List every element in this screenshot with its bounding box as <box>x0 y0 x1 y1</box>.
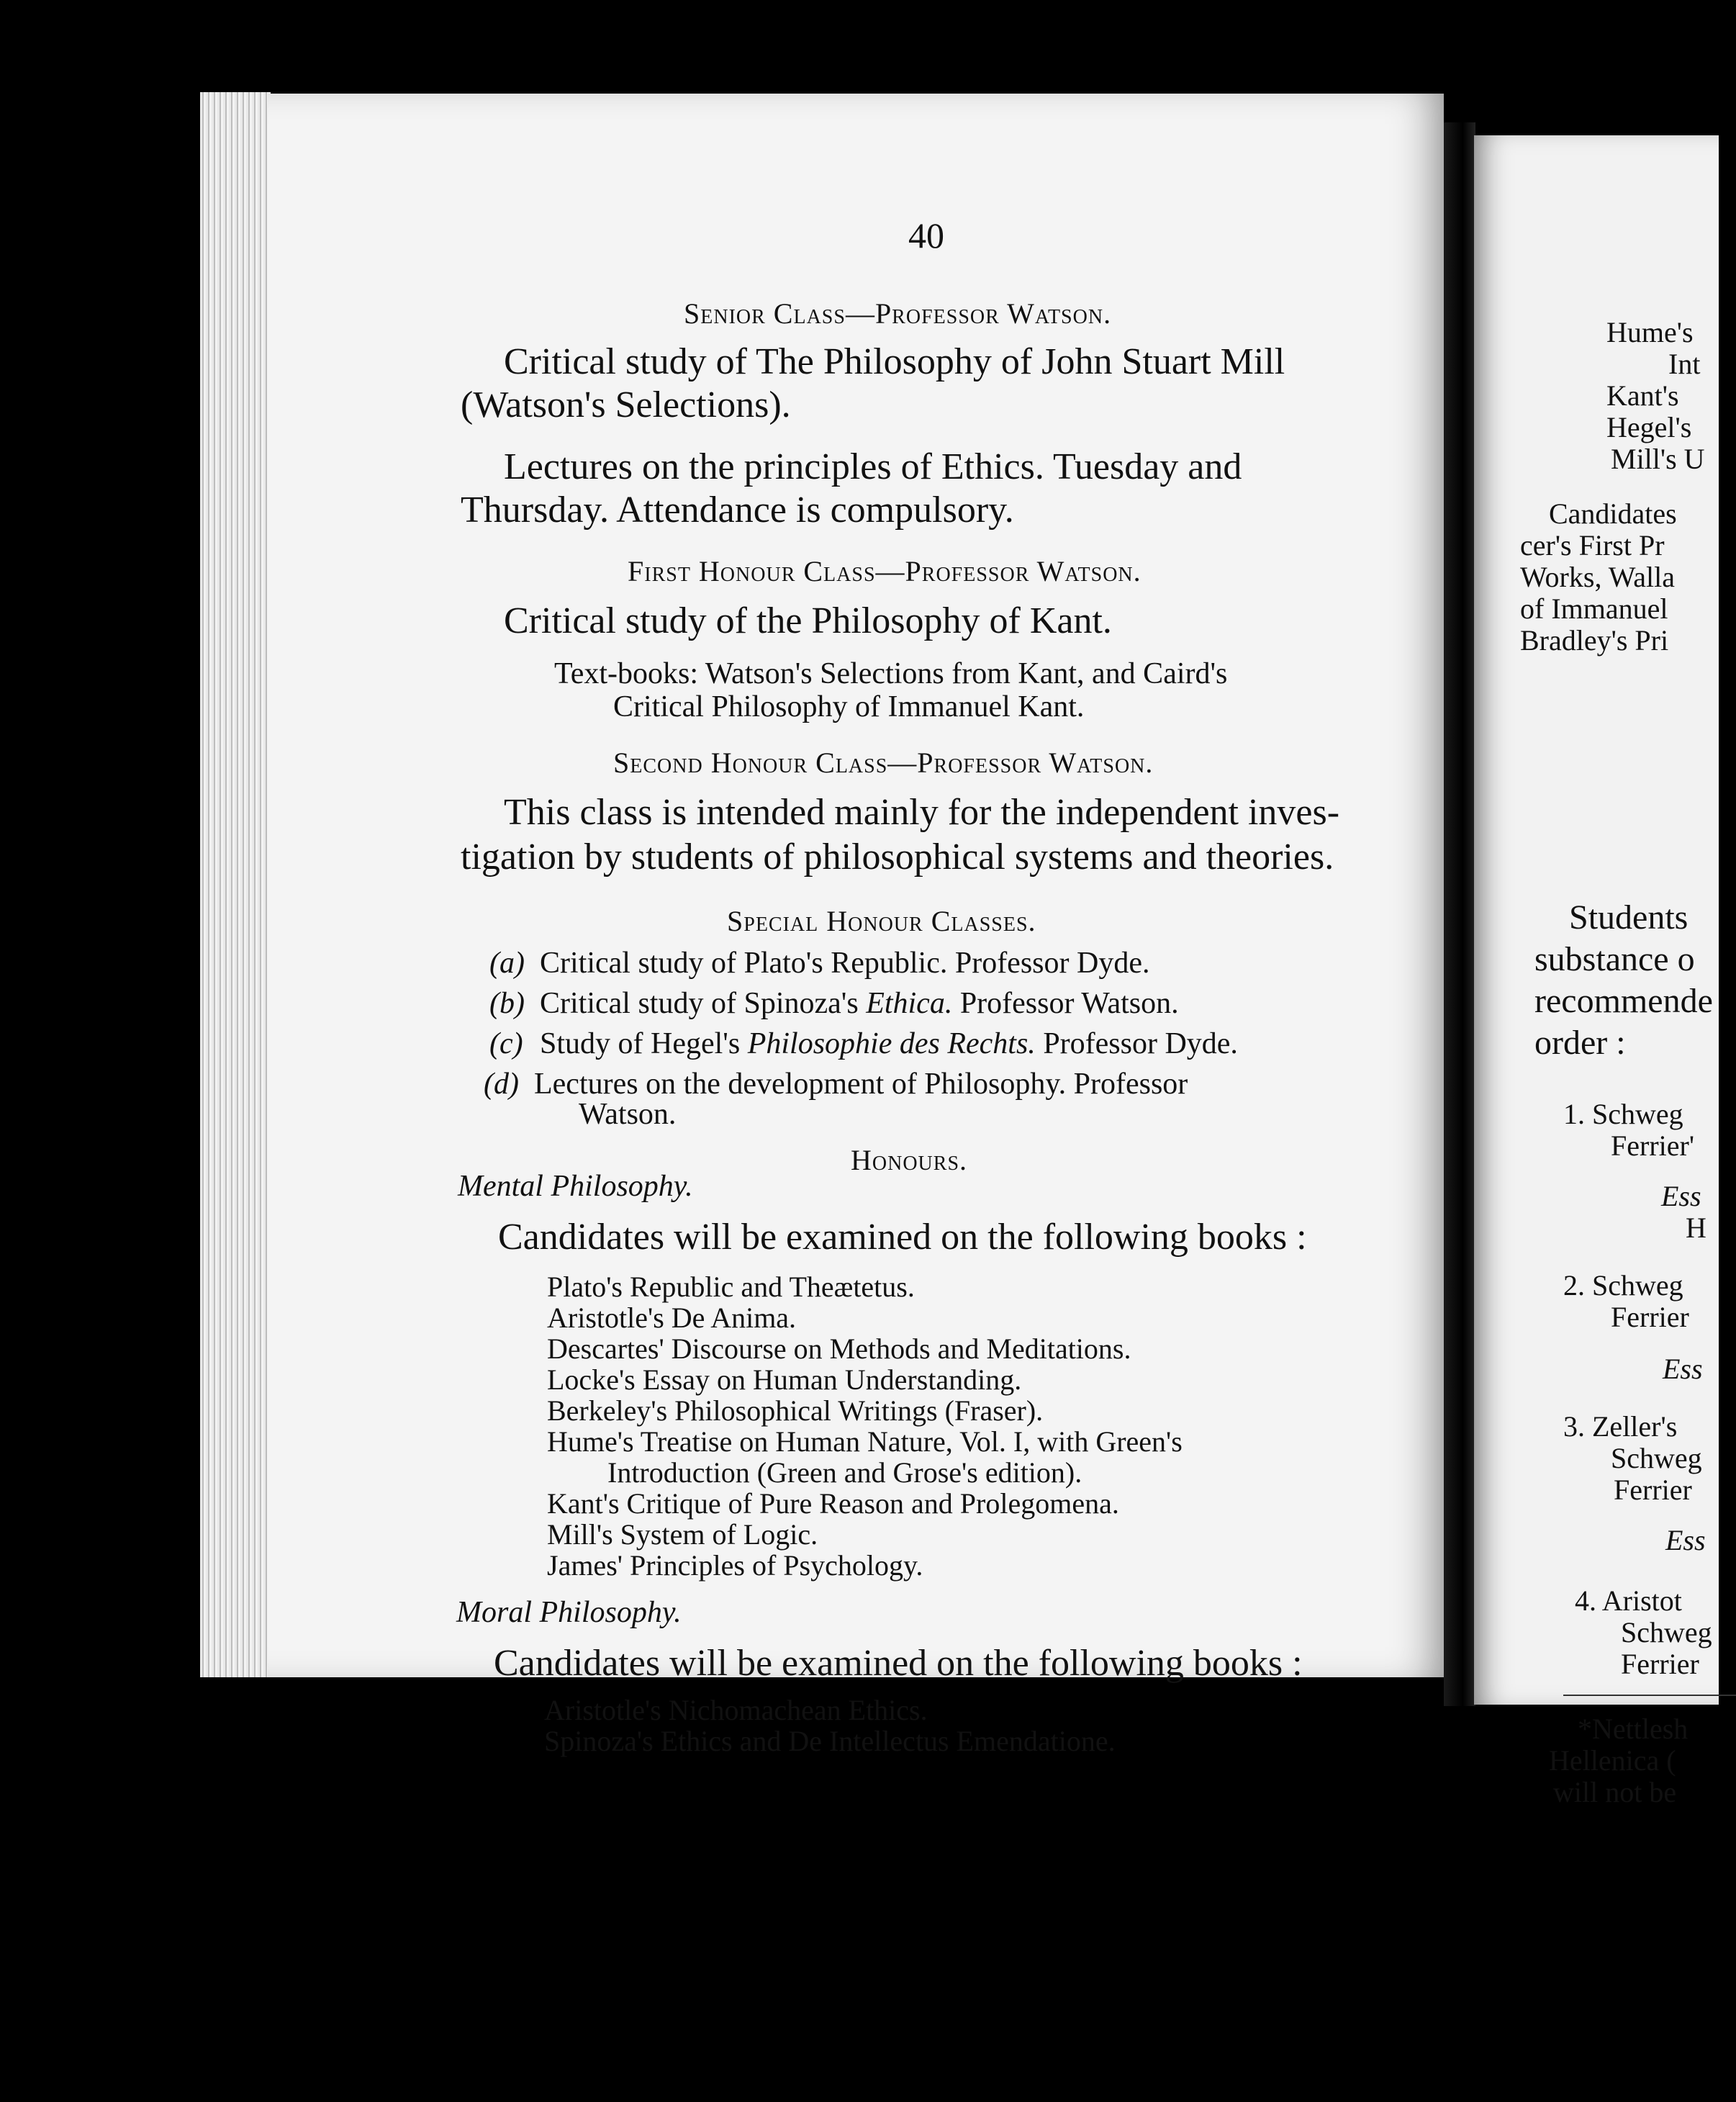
right-page-line: of Immanuel <box>1520 592 1668 625</box>
right-page-line: Ferrier' <box>1611 1129 1695 1162</box>
moral-philosophy-heading: Moral Philosophy. <box>456 1596 682 1629</box>
page-number: 40 <box>908 215 944 256</box>
right-page-line: Ess <box>1661 1180 1701 1212</box>
book-item: Plato's Republic and Theætetus. <box>547 1271 915 1303</box>
book-item: Introduction (Green and Grose's edition). <box>607 1456 1082 1489</box>
right-page-line: Ferrier <box>1614 1474 1692 1506</box>
right-page-line: Schweg <box>1621 1616 1712 1648</box>
list-item-d: (d) Lectures on the development of Philosophy. Professor <box>484 1068 1188 1101</box>
right-page-line: Bradley's Pri <box>1520 624 1669 657</box>
paragraph-line: Candidates will be examined on the following books : <box>498 1217 1307 1258</box>
right-page-line: Students <box>1569 898 1688 937</box>
right-page-line: Ess <box>1665 1524 1706 1556</box>
right-page-line: Hume's <box>1606 316 1694 348</box>
senior-class-heading: Senior Class—Professor Watson. <box>684 297 1112 330</box>
right-page-line: 3. Zeller's <box>1563 1410 1678 1443</box>
footnote-rule <box>1563 1695 1736 1696</box>
right-page-line: Hegel's <box>1606 411 1692 443</box>
paragraph-line: Candidates will be examined on the following books : <box>494 1643 1303 1684</box>
right-page-line: Hellenica ( <box>1549 1744 1676 1777</box>
book-item: Aristotle's Nichomachean Ethics. <box>544 1694 928 1726</box>
list-item-d-cont: Watson. <box>579 1098 677 1131</box>
paragraph-line: Critical study of the Philosophy of Kant. <box>504 600 1112 641</box>
right-page-line: Ferrier <box>1621 1648 1699 1680</box>
second-honour-heading: Second Honour Class—Professor Watson. <box>613 746 1154 779</box>
book-item: Hume's Treatise on Human Nature, Vol. I, with Green's <box>547 1425 1183 1458</box>
special-honour-heading: Special Honour Classes. <box>727 905 1036 937</box>
honours-heading: Honours. <box>851 1144 968 1176</box>
right-page-line: order : <box>1534 1024 1626 1062</box>
right-page-line: *Nettlesh <box>1578 1713 1688 1745</box>
list-item-b: (b) Critical study of Spinoza's Ethica. Professor Watson. <box>489 987 1179 1020</box>
right-page-line: Ferrier <box>1611 1301 1689 1333</box>
book-item: James' Principles of Psychology. <box>547 1549 923 1582</box>
paragraph-line: Thursday. Attendance is compulsory. <box>461 490 1014 531</box>
right-page-line: Ess <box>1663 1353 1703 1385</box>
right-page <box>1474 135 1719 1808</box>
right-page-line: Candidates <box>1549 497 1677 530</box>
book-page-edges <box>200 92 271 1677</box>
right-page-line: Kant's <box>1606 379 1679 412</box>
right-page-line: Int <box>1668 348 1701 380</box>
right-page-line: 2. Schweg <box>1563 1269 1683 1302</box>
book-item: Kant's Critique of Pure Reason and Prolegomena. <box>547 1487 1119 1520</box>
paragraph-line: Critical study of The Philosophy of John Stuart Mill <box>504 341 1285 382</box>
list-item-c: (c) Study of Hegel's Philosophie des Rechts. Professor Dyde. <box>489 1027 1238 1060</box>
mental-philosophy-heading: Mental Philosophy. <box>458 1170 693 1203</box>
right-page-line: Works, Walla <box>1520 561 1675 593</box>
book-item: Locke's Essay on Human Understanding. <box>547 1363 1022 1396</box>
right-page-line: H <box>1686 1212 1706 1244</box>
book-item: Spinoza's Ethics and De Intellectus Emendatione. <box>544 1725 1116 1757</box>
book-item: Berkeley's Philosophical Writings (Fraser). <box>547 1394 1044 1427</box>
first-honour-heading: First Honour Class—Professor Watson. <box>628 555 1141 587</box>
paragraph-line: Text-books: Watson's Selections from Kant, and Caird's <box>554 657 1228 690</box>
right-page-line: Schweg <box>1611 1442 1702 1474</box>
left-page <box>268 94 1444 1677</box>
paragraph-line: tigation by students of philosophical systems and theories. <box>461 836 1334 878</box>
paragraph-line: (Watson's Selections). <box>461 384 791 425</box>
right-page-line: will not be <box>1553 1776 1677 1808</box>
right-page-line: cer's First Pr <box>1520 529 1665 561</box>
right-page-line: 1. Schweg <box>1563 1098 1683 1130</box>
paragraph-line: Lectures on the principles of Ethics. Tuesday and <box>504 446 1242 487</box>
list-item-a: (a) Critical study of Plato's Republic. Professor Dyde. <box>489 947 1150 980</box>
paragraph-line: This class is intended mainly for the independent inves- <box>504 792 1340 833</box>
book-item: Descartes' Discourse on Methods and Meditations. <box>547 1332 1131 1365</box>
right-page-line: recommende <box>1534 982 1713 1020</box>
book-item: Mill's System of Logic. <box>547 1518 818 1551</box>
right-page-line: substance o <box>1534 940 1695 978</box>
right-page-line: 4. Aristot <box>1575 1584 1682 1617</box>
book-gutter <box>1444 122 1475 1706</box>
paragraph-line: Critical Philosophy of Immanuel Kant. <box>613 690 1085 723</box>
book-item: Aristotle's De Anima. <box>547 1302 797 1334</box>
right-page-line: Mill's U <box>1611 443 1705 475</box>
